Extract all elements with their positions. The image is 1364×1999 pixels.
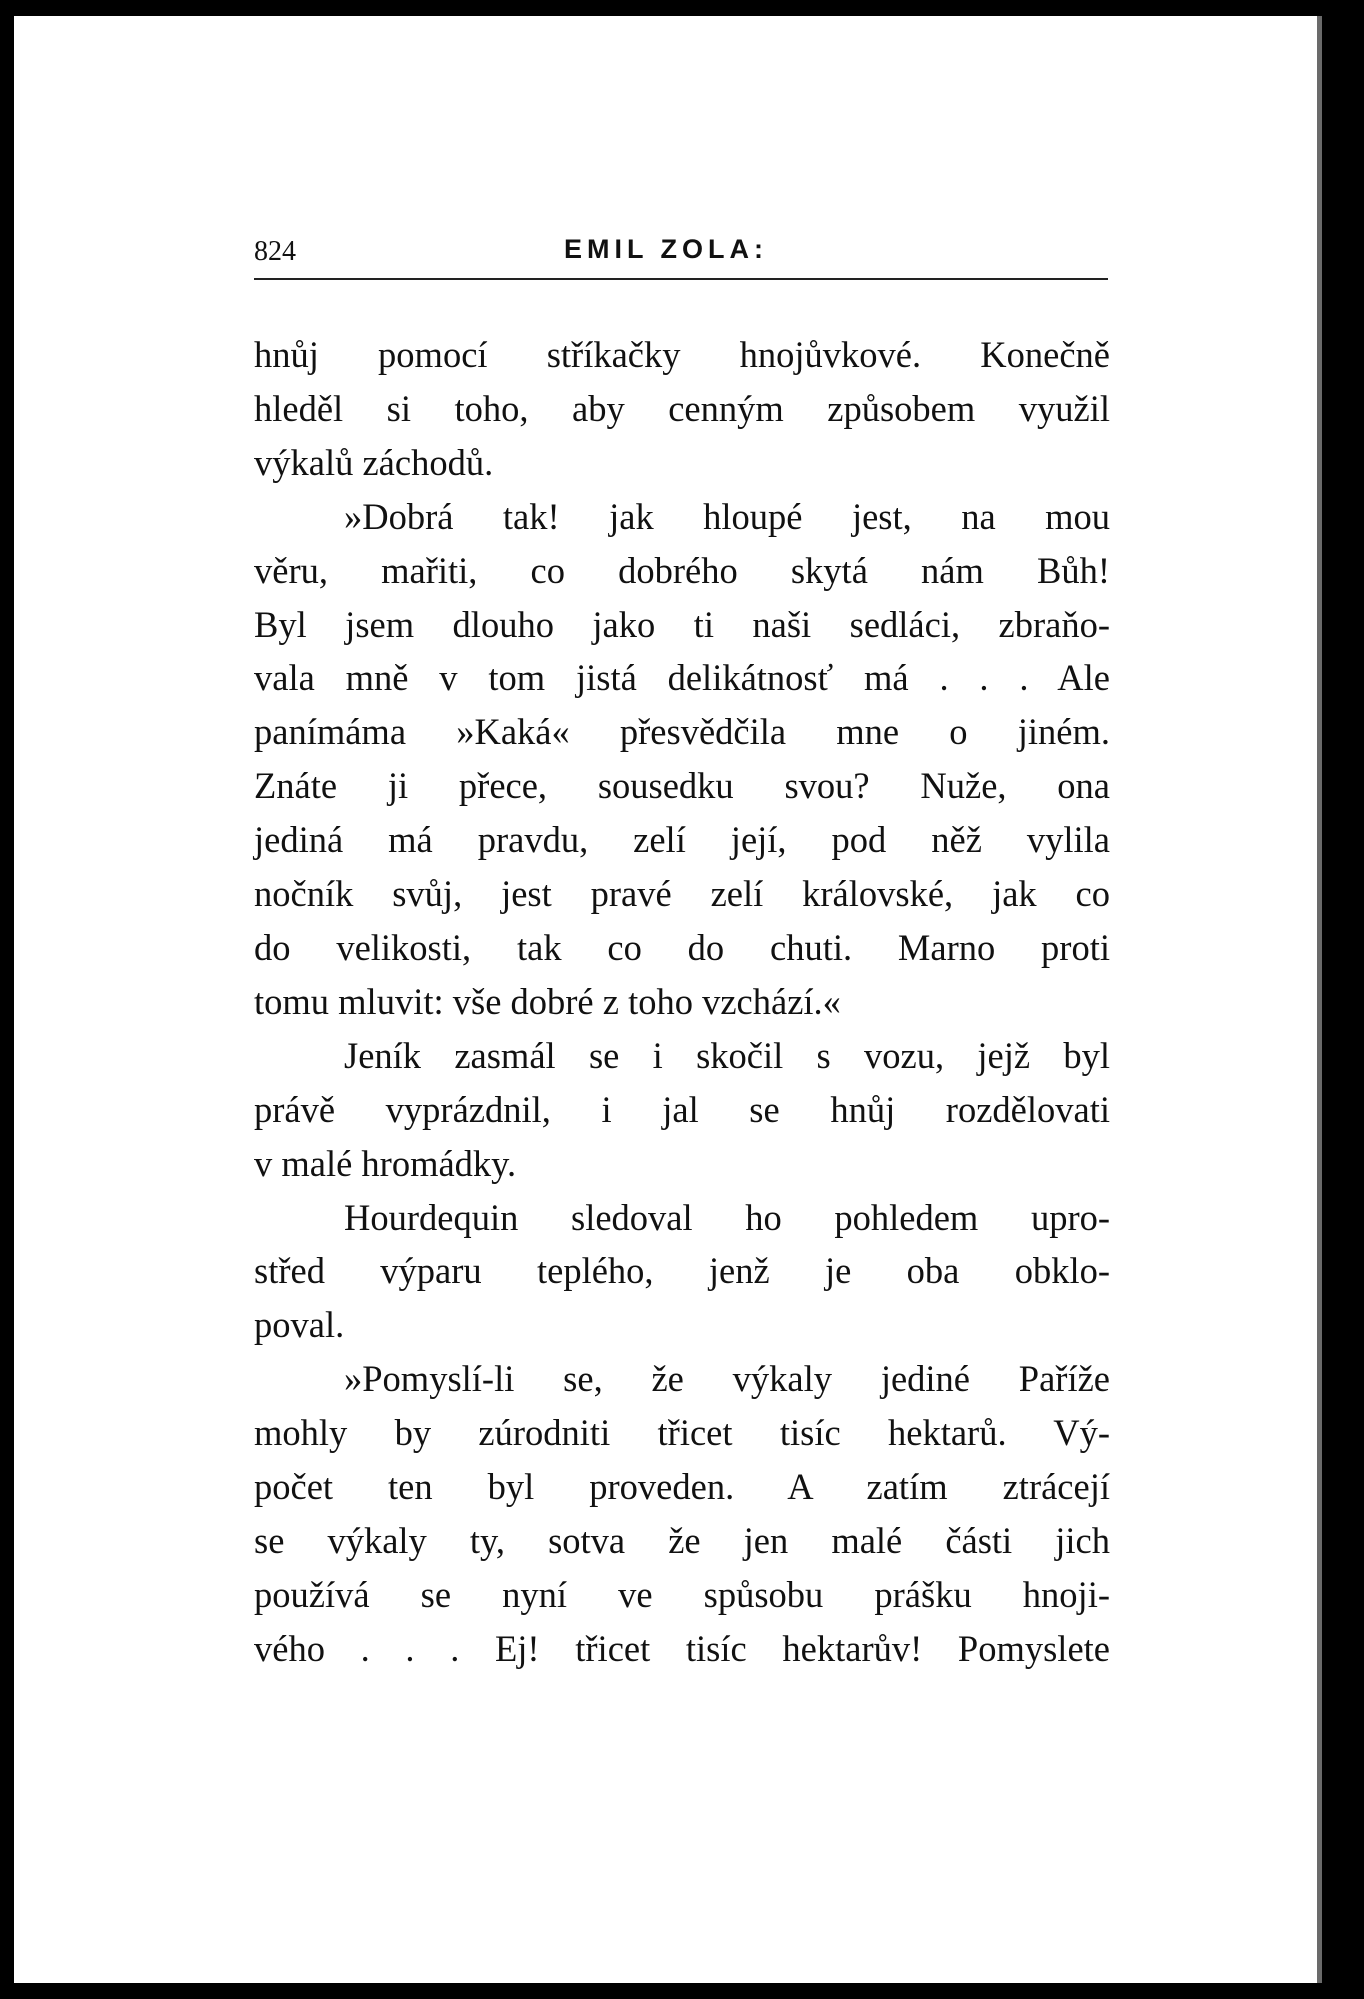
text-line: »Dobrá tak! jak hloupé jest, na mou bbox=[344, 495, 1110, 537]
running-title: EMIL ZOLA: bbox=[564, 234, 768, 264]
text-line: používá se nyní ve spůsobu prášku hnoji- bbox=[254, 1573, 1110, 1615]
text-line: se výkaly ty, sotva že jen malé části jich bbox=[254, 1519, 1110, 1561]
text-line: tomu mluvit: vše dobré z toho vzchází.« bbox=[254, 980, 841, 1022]
text-line: »Pomyslí-li se, že výkaly jediné Paříže bbox=[344, 1358, 1110, 1400]
page-number: 824 bbox=[254, 236, 296, 267]
scan-border-top bbox=[0, 0, 1364, 16]
scan-page-edge bbox=[1317, 16, 1322, 1999]
text-line: v malé hromádky. bbox=[254, 1142, 517, 1184]
scan-border-left bbox=[0, 0, 14, 1999]
text-line: Znáte ji přece, sousedku svou? Nuže, ona bbox=[254, 765, 1110, 807]
text-line: počet ten byl proveden. A zatím ztrácejí bbox=[254, 1466, 1110, 1508]
text-line: věru, mařiti, co dobrého skytá nám Bůh! bbox=[254, 549, 1110, 591]
page-header bbox=[254, 228, 1108, 276]
text-line: vého . . . Ej! třicet tisíc hektarův! Pomyslete bbox=[254, 1627, 1110, 1669]
scan-border-right bbox=[1322, 0, 1364, 1999]
text-line: právě vyprázdnil, i jal se hnůj rozdělovati bbox=[254, 1088, 1110, 1130]
text-line: hleděl si toho, aby cenným způsobem využil bbox=[254, 387, 1110, 429]
text-line: mohly by zúrodniti třicet tisíc hektarů. Vý- bbox=[254, 1412, 1110, 1454]
text-line: vala mně v tom jistá delikátnosť má . . . Ale bbox=[254, 657, 1110, 699]
body-text bbox=[254, 328, 1110, 1676]
text-line: hnůj pomocí stříkačky hnojůvkové. Konečně bbox=[254, 334, 1110, 375]
text-line: výkalů záchodů. bbox=[254, 441, 494, 483]
text-line: panímáma »Kaká« přesvědčila mne o jiném. bbox=[254, 711, 1110, 753]
text-line: jediná má pravdu, zelí její, pod něž vylila bbox=[254, 819, 1110, 861]
header-rule bbox=[254, 278, 1108, 280]
text-line: nočník svůj, jest pravé zelí královské, jak co bbox=[254, 873, 1110, 915]
text-line: střed výparu teplého, jenž je oba obklo- bbox=[254, 1250, 1110, 1292]
text-line: Hourdequin sledoval ho pohledem upro- bbox=[344, 1196, 1110, 1238]
scan-border-bottom bbox=[0, 1983, 1364, 1999]
text-line: Byl jsem dlouho jako ti naši sedláci, zbraňo- bbox=[254, 603, 1110, 645]
text-line: Jeník zasmál se i skočil s vozu, jejž byl bbox=[344, 1034, 1110, 1076]
text-line: do velikosti, tak co do chuti. Marno proti bbox=[254, 926, 1110, 968]
text-line: poval. bbox=[254, 1304, 345, 1346]
